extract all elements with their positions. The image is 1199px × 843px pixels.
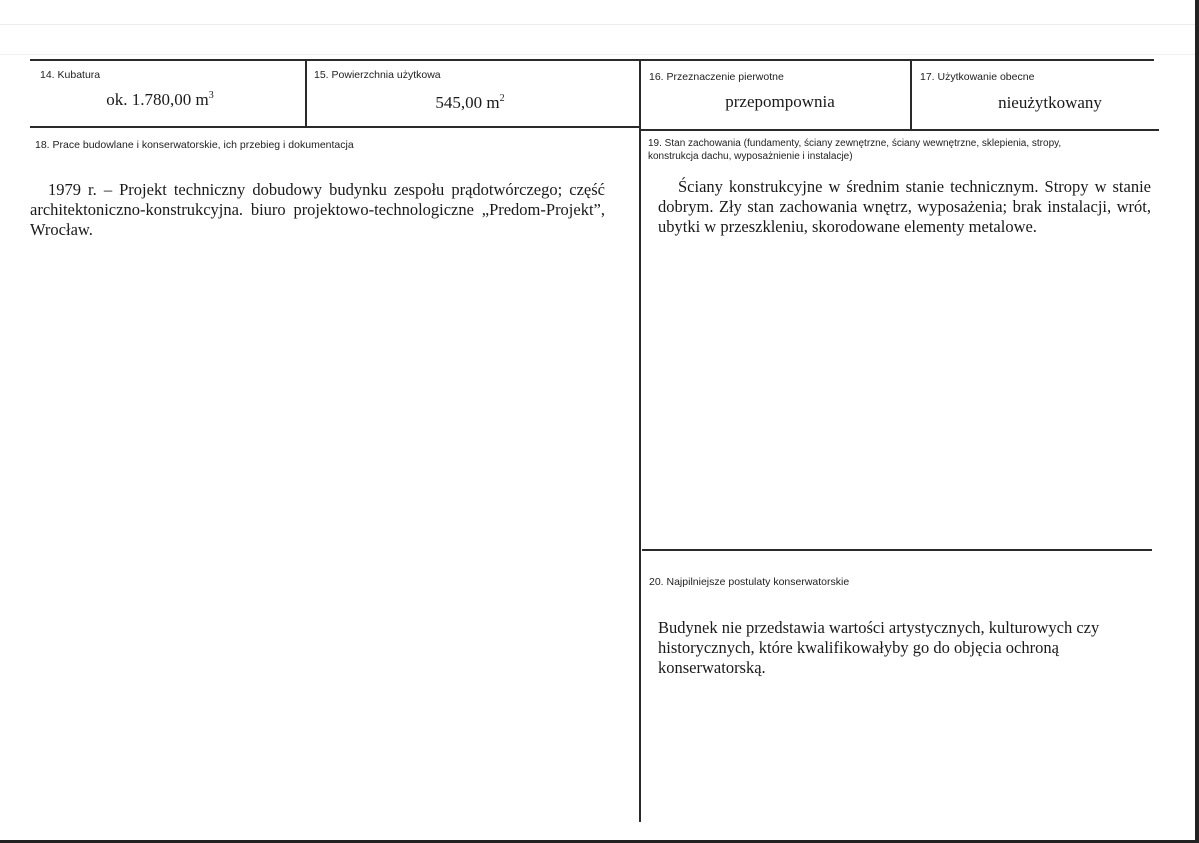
field20-top-rule (642, 549, 1152, 551)
field-17-value: nieużytkowany (998, 93, 1102, 112)
field-14-value (60, 90, 260, 110)
field-20-text: Budynek nie przedstawia wartości artystycznych, kulturowych czy historycznych, które kwalifikowałyby go do objęcia ochroną konserwatorską. (658, 618, 1100, 677)
field-18-label: 18. Prace budowlane i konserwatorskie, ich przebieg i dokumentacja (35, 139, 354, 151)
page-edge-right (1195, 0, 1199, 843)
field-15-unit-exponent: 2 (499, 93, 505, 104)
field-15-value-text: 545,00 m (435, 93, 500, 112)
field-14-value-text: ok. 1.780,00 m (106, 90, 209, 109)
field-19-label-line2: konstrukcja dachu, wyposażnienie i instalacje) (648, 151, 853, 162)
row1-bottom-rule (30, 126, 640, 128)
field-14-unit-exponent: 3 (208, 90, 214, 101)
field-15-label: 15. Powierzchnia użytkowa (314, 69, 441, 81)
table-top-rule (30, 59, 1154, 61)
col-divider-16-17 (910, 60, 912, 129)
field-16-label: 16. Przeznaczenie pierwotne (649, 71, 784, 83)
col-divider-main (639, 60, 641, 822)
field-20-label: 20. Najpilniejsze postulaty konserwatorskie (649, 576, 850, 588)
field-15-value (380, 93, 560, 113)
field-14-label: 14. Kubatura (40, 69, 101, 81)
scan-artifact-line (0, 24, 1199, 25)
col-divider-14-15 (305, 60, 307, 126)
scan-artifact-line (0, 54, 1199, 55)
field-17-label: 17. Użytkowanie obecne (920, 71, 1035, 83)
field-18-text: 1979 r. – Projekt techniczny dobudowy budynku zespołu prądotwórczego; część architektoniczno-konstrukcyjna. biuro projektowo-technologiczne „Predom-Projekt”, Wrocław. (30, 180, 605, 239)
field-19-text: Ściany konstrukcyjne w średnim stanie technicznym. Stropy w stanie dobrym. Zły stan zachowania wnętrz, wyposażenia; brak instalacji, wrót, ubytki w przeszkleniu, skorodowane elementy metalowe. (658, 177, 1151, 236)
row1-bottom-rule-right (640, 129, 1159, 131)
field-16-value: przepompownia (725, 92, 835, 111)
field-19-label-line1: 19. Stan zachowania (fundamenty, ściany zewnętrzne, ściany wewnętrzne, sklepienia, stropy, (648, 138, 1062, 149)
